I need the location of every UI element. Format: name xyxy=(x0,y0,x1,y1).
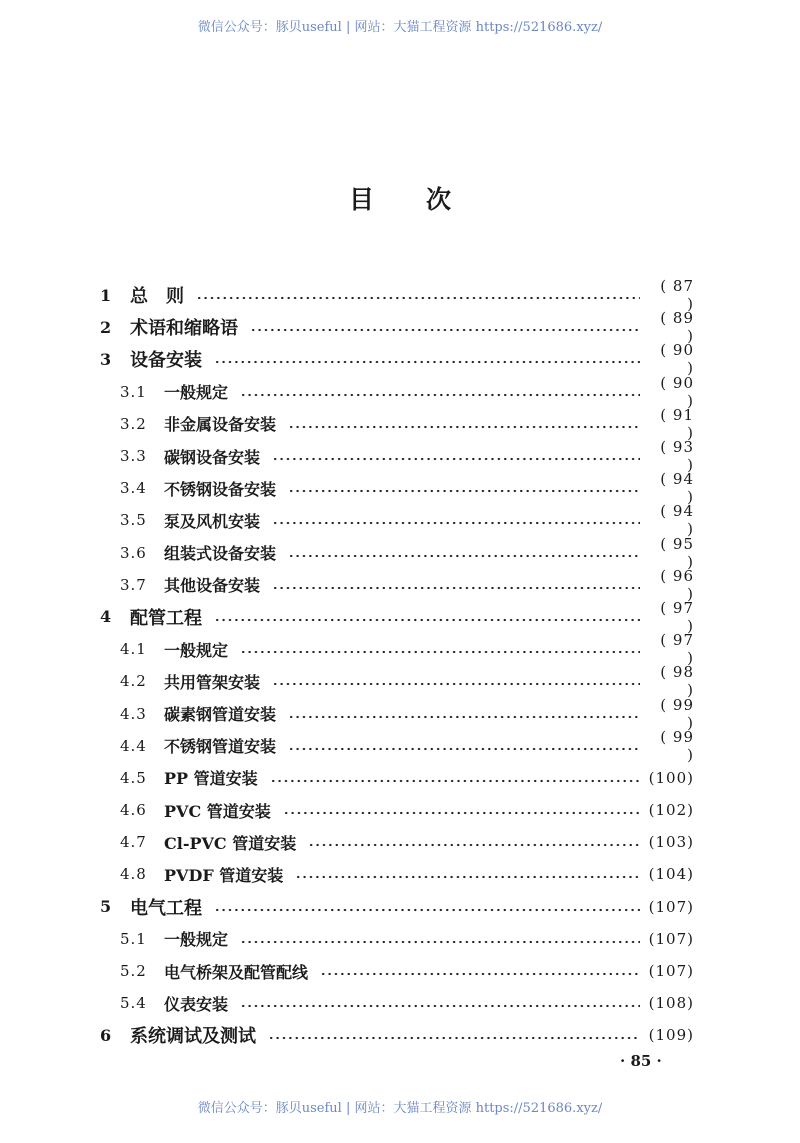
toc-entry[interactable] xyxy=(100,341,694,378)
dot-leader xyxy=(268,1036,640,1040)
dot-leader xyxy=(240,1004,640,1008)
toc-entry-number: 4.5 xyxy=(120,768,147,787)
dot-leader xyxy=(250,328,640,332)
toc-entry-page: ( 99 ) xyxy=(660,727,694,764)
toc-entry-title: 仪表安装 xyxy=(164,994,229,1014)
toc-entry[interactable] xyxy=(100,727,694,764)
toc-entry[interactable] xyxy=(100,987,694,1019)
toc-entry-number: 4.3 xyxy=(120,704,147,723)
dot-leader xyxy=(214,618,640,622)
toc-entry-title: 碳钢设备安装 xyxy=(164,447,261,467)
dot-leader xyxy=(283,811,640,815)
table-of-contents xyxy=(100,279,694,1052)
dot-leader xyxy=(240,393,640,397)
toc-entry-page: ( 91 ) xyxy=(660,405,694,442)
toc-entry-page: (100) xyxy=(648,768,694,787)
toc-entry-page: (107) xyxy=(648,962,694,981)
toc-entry-title: 不锈钢管道安装 xyxy=(164,737,277,757)
toc-entry[interactable] xyxy=(100,695,694,732)
toc-entry[interactable] xyxy=(100,309,694,346)
dot-leader xyxy=(214,908,640,912)
toc-entry-page: ( 94 ) xyxy=(660,470,694,507)
toc-entry[interactable] xyxy=(100,502,694,539)
toc-entry-page: ( 93 ) xyxy=(660,438,694,475)
page-title: 目次 xyxy=(348,185,503,214)
toc-entry-number: 2 xyxy=(100,317,112,337)
toc-entry-page: ( 97 ) xyxy=(660,598,694,635)
toc-entry[interactable] xyxy=(100,923,694,955)
toc-entry-title: 泵及风机安装 xyxy=(164,511,261,531)
toc-entry-page: (108) xyxy=(648,994,694,1013)
toc-entry-title: 电气工程 xyxy=(130,897,202,919)
dot-leader xyxy=(288,747,640,751)
toc-entry-title: PP 管道安装 xyxy=(164,769,258,789)
toc-entry-title: 配管工程 xyxy=(130,607,202,629)
toc-entry[interactable] xyxy=(100,534,694,571)
toc-entry[interactable] xyxy=(100,826,694,858)
toc-entry-title: 一般规定 xyxy=(164,930,229,950)
toc-entry[interactable] xyxy=(100,598,694,635)
toc-entry-page: ( 95 ) xyxy=(660,534,694,571)
dot-leader xyxy=(295,875,640,879)
toc-entry-page: ( 98 ) xyxy=(660,663,694,700)
toc-entry-number: 4.2 xyxy=(120,672,147,691)
dot-leader xyxy=(288,425,640,429)
toc-entry[interactable] xyxy=(100,566,694,603)
dot-leader xyxy=(270,779,640,783)
toc-entry[interactable] xyxy=(100,470,694,507)
toc-entry-number: 5.4 xyxy=(120,994,147,1013)
toc-entry-number: 3.5 xyxy=(120,511,147,530)
toc-entry-page: ( 87 ) xyxy=(660,277,694,314)
toc-entry-title: 非金属设备安装 xyxy=(164,415,277,435)
toc-entry[interactable] xyxy=(100,663,694,700)
page-number: · 85 · xyxy=(620,1052,662,1070)
toc-entry-page: ( 96 ) xyxy=(660,566,694,603)
toc-entry-number: 3.6 xyxy=(120,543,147,562)
toc-entry[interactable] xyxy=(100,1019,694,1051)
dot-leader xyxy=(272,521,640,525)
toc-entry-page: ( 99 ) xyxy=(660,695,694,732)
toc-entry-page: (107) xyxy=(648,929,694,948)
toc-entry-number: 6 xyxy=(100,1025,112,1045)
dot-leader xyxy=(214,360,640,364)
toc-entry-page: (102) xyxy=(648,801,694,820)
toc-entry-page: ( 89 ) xyxy=(660,309,694,346)
watermark-header: 微信公众号：豚贝useful | 网站：大猫工程资源 https://521686.xyz/ xyxy=(197,20,603,35)
toc-entry-title: 其他设备安装 xyxy=(164,576,261,596)
toc-entry[interactable] xyxy=(100,762,694,794)
toc-entry-title: 总 则 xyxy=(130,286,184,308)
toc-entry[interactable] xyxy=(100,405,694,442)
toc-entry-number: 4.6 xyxy=(120,801,147,820)
toc-entry-title: 电气桥架及配管配线 xyxy=(164,962,309,982)
toc-entry-title: 组装式设备安装 xyxy=(164,544,277,564)
toc-entry-number: 4.7 xyxy=(120,833,147,852)
toc-entry-title: Cl-PVC 管道安装 xyxy=(164,833,297,853)
dot-leader xyxy=(272,457,640,461)
toc-entry-number: 3.2 xyxy=(120,414,147,433)
toc-entry-number: 3.7 xyxy=(120,575,147,594)
toc-entry-title: PVC 管道安装 xyxy=(164,801,271,821)
toc-entry-title: 术语和缩略语 xyxy=(130,318,238,340)
toc-entry[interactable] xyxy=(100,794,694,826)
toc-entry-number: 4 xyxy=(100,607,112,627)
toc-entry-page: ( 90 ) xyxy=(660,341,694,378)
toc-entry-number: 3 xyxy=(100,349,112,369)
dot-leader xyxy=(320,972,640,976)
toc-entry[interactable] xyxy=(100,858,694,890)
toc-entry[interactable] xyxy=(100,277,694,314)
dot-leader xyxy=(196,296,640,300)
toc-entry-number: 1 xyxy=(100,285,112,305)
toc-entry[interactable] xyxy=(100,631,694,668)
toc-entry-page: ( 97 ) xyxy=(660,631,694,668)
dot-leader xyxy=(308,843,640,847)
dot-leader xyxy=(288,554,640,558)
toc-entry-page: (109) xyxy=(648,1026,694,1045)
toc-entry-title: 一般规定 xyxy=(164,640,229,660)
toc-entry-page: ( 94 ) xyxy=(660,502,694,539)
dot-leader xyxy=(272,586,640,590)
watermark-footer: 微信公众号：豚贝useful | 网站：大猫工程资源 https://521686.xyz/ xyxy=(197,1101,603,1116)
toc-entry-title: 碳素钢管道安装 xyxy=(164,705,277,725)
toc-entry-number: 5 xyxy=(100,897,112,917)
toc-entry-number: 3.4 xyxy=(120,479,147,498)
dot-leader xyxy=(272,682,640,686)
dot-leader xyxy=(288,715,640,719)
toc-entry[interactable] xyxy=(100,438,694,475)
toc-entry-title: 设备安装 xyxy=(130,350,202,372)
dot-leader xyxy=(240,650,640,654)
toc-entry-title: 一般规定 xyxy=(164,383,229,403)
toc-entry-number: 4.1 xyxy=(120,640,147,659)
toc-entry-page: ( 90 ) xyxy=(660,373,694,410)
dot-leader xyxy=(288,489,640,493)
toc-entry-number: 3.1 xyxy=(120,382,147,401)
toc-entry[interactable] xyxy=(100,955,694,987)
toc-entry-title: 共用管架安装 xyxy=(164,672,261,692)
toc-entry-title: 系统调试及测试 xyxy=(130,1026,256,1048)
toc-entry-number: 4.8 xyxy=(120,865,147,884)
toc-entry-number: 4.4 xyxy=(120,736,147,755)
dot-leader xyxy=(240,940,640,944)
toc-entry-number: 5.1 xyxy=(120,929,147,948)
toc-entry-page: (103) xyxy=(648,833,694,852)
toc-entry[interactable] xyxy=(100,891,694,923)
toc-entry-number: 5.2 xyxy=(120,962,147,981)
toc-entry[interactable] xyxy=(100,373,694,410)
toc-entry-page: (107) xyxy=(648,897,694,916)
toc-entry-title: PVDF 管道安装 xyxy=(164,865,284,885)
toc-entry-title: 不锈钢设备安装 xyxy=(164,479,277,499)
toc-entry-number: 3.3 xyxy=(120,447,147,466)
toc-entry-page: (104) xyxy=(648,865,694,884)
